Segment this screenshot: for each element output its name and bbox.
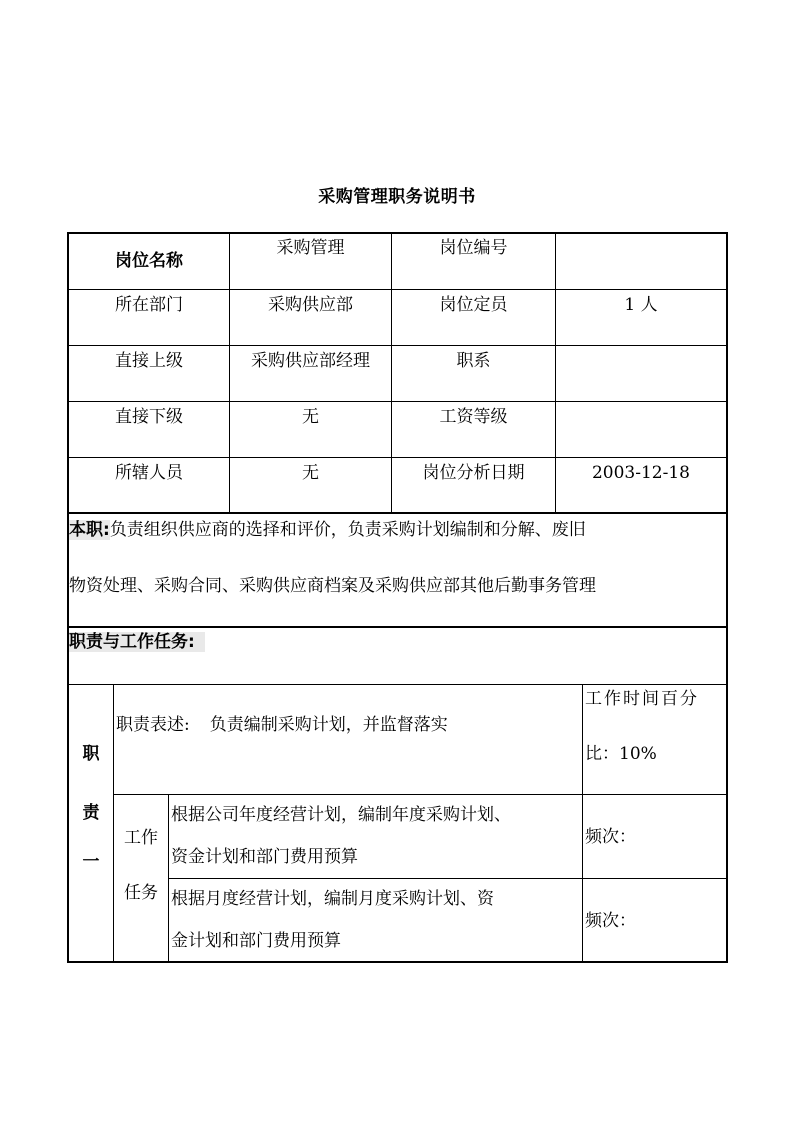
department-value: 采购供应部 bbox=[268, 295, 353, 315]
subordinate-label: 直接下级 bbox=[115, 407, 183, 427]
task-1-frequency: 频次： bbox=[585, 827, 636, 847]
analysis-date-label: 岗位分析日期 bbox=[422, 463, 525, 483]
staff-label: 所辖人员 bbox=[115, 463, 183, 483]
subordinate-value: 无 bbox=[302, 407, 319, 427]
headcount-value: 1 人 bbox=[624, 295, 658, 315]
duty-one-char-1: 职 bbox=[82, 744, 100, 764]
task-2-frequency: 频次： bbox=[585, 911, 636, 931]
duty-one-char-3: 一 bbox=[82, 852, 100, 872]
task-2-line1: 根据月度经营计划，编制月度采购计划、资 bbox=[171, 889, 494, 909]
time-percent-line1: 工作时间百分 bbox=[585, 689, 699, 709]
duty-statement bbox=[116, 714, 582, 736]
duties-header bbox=[69, 631, 726, 653]
job-title-label: 岗位名称 bbox=[115, 251, 183, 271]
duty-summary bbox=[69, 519, 726, 541]
headcount-label: 岗位定员 bbox=[439, 295, 508, 315]
task-2-line2: 金计划和部门费用预算 bbox=[171, 931, 341, 951]
duty-summary-line2: 物资处理、采购合同、采购供应商档案及采购供应部其他后勤事务管理 bbox=[69, 576, 596, 596]
time-percent-line2: 比：10% bbox=[585, 744, 657, 764]
job-number-label: 岗位编号 bbox=[439, 238, 508, 258]
duty-statement-label: 职责表述: bbox=[116, 715, 190, 735]
department-label: 所在部门 bbox=[115, 295, 183, 315]
staff-value: 无 bbox=[302, 463, 319, 483]
task-label-line1: 工作 bbox=[124, 828, 158, 848]
page-title: 采购管理职务说明书 bbox=[318, 187, 476, 207]
salary-grade-label: 工资等级 bbox=[439, 407, 508, 427]
task-label-line2: 任务 bbox=[124, 883, 158, 903]
task-1-line1: 根据公司年度经营计划，编制年度采购计划、 bbox=[171, 805, 511, 825]
duty-statement-text: 负责编制采购计划，并监督落实 bbox=[209, 715, 448, 735]
supervisor-value: 采购供应部经理 bbox=[251, 351, 370, 371]
duty-summary-line1: 负责组织供应商的选择和评价，负责采购计划编制和分解、废旧 bbox=[109, 520, 586, 540]
analysis-date-value: 2003-12-18 bbox=[591, 463, 690, 483]
task-1-line2: 资金计划和部门费用预算 bbox=[171, 847, 358, 867]
duty-summary-label: 本职: bbox=[69, 520, 110, 540]
duty-one-char-2: 责 bbox=[82, 803, 100, 823]
supervisor-label: 直接上级 bbox=[115, 351, 183, 371]
job-family-label: 职系 bbox=[456, 351, 491, 371]
job-title-value: 采购管理 bbox=[276, 238, 345, 258]
duties-header-label: 职责与工作任务: bbox=[69, 632, 205, 652]
